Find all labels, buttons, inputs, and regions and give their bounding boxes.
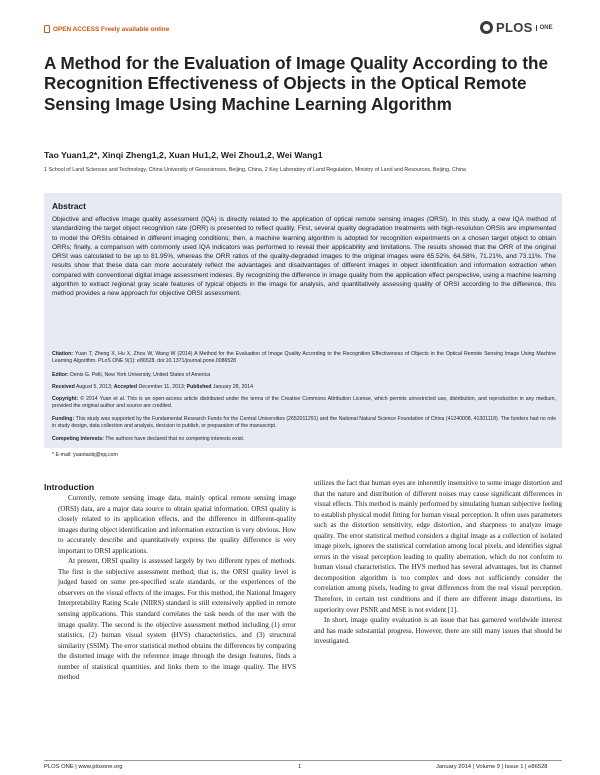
plos-logo-icon xyxy=(480,21,493,34)
abstract-text: Objective and effective image quality assessment (IQA) is directly related to the application of optical remote sensing images (ORSI). In this study, a new IQA method of standardizing the target object recognition rate (ORR) is presented to reflect quality. First, several quality degradation treatments with high-resolution ORSIs are implemented to model the ORSIs obtained in different imaging conditions; then, a machine learning algorithm is adopted for recognition experiments on a chosen target object to obtain ORRs; finally, a comparison with commonly used IQA indicators was performed to reveal their applicability and limitations. The results showed that the ORR of the original ORSI was calculated to be up to 81.95%, whereas the ORR ratios of the quality-degraded images to the original images were 65.52%, 64.58%, 71.21%, and 73.11%. The results show that these data can more accurately reflect the advantages and disadvantages of different images in object identification and information extraction when compared with conventional digital image assessment indexes. By recognizing the difference in image quality from the application effect perspective, using a machine learning algorithm to extract regional gray scale features of typical objects in the image for analysis, and quantitatively assessing quality of ORSI according to the difference, this method provides a new approach for objective ORSI assessment. xyxy=(52,216,556,298)
competing-interests: Competing Interests: The authors have declared that no competing interests exist. xyxy=(52,436,245,442)
left-column xyxy=(58,493,296,683)
footer-journal: PLOS ONE | www.plosone.org xyxy=(44,764,123,770)
intro-paragraph-3: utilizes the fact that human eyes are inherently insensitive to some image distortion and that the nature and distribution of different noises may cause significant differences in visual effects. This method is mainly performed by simulating human subjective feeling to establish physical model fitting for human visual perception. It often uses parameters such as the distortion sensitivity, edge distortion, and sharpness to analyze image quality. The error statistical method considers a digital image as a collection of isolated image pixels, ignores the statistical correlation among local pixels, and identifies signal errors in the visual perception leading to quality aberration, which do not conform to human visual characteristics. The HVS method has several advantages, but its channel decomposition algorithm is too complex and does not sufficiently consider the correlation among pixels, leading to great differences from the real visual perception. Therefore, in certain test conditions and if there are different image distortions, its superiority over PSNR and MSE is not evident [1]. xyxy=(314,479,562,614)
funding: Funding: This study was supported by the Fundamental Research Funds for the Central Universities (2652011291) and the National Natural Science Foundation of China (41240008, 41301118). The funders had no role in study design, data collection and analysis, decision to publish, or preparation of the manuscript. xyxy=(52,416,556,430)
affiliations: 1 School of Land Sciences and Technology, China University of Geosciences, Beijing, China, 2 Key Laboratory of Land Regulation, Ministry of Land and Resources, Beijing, China xyxy=(44,167,466,173)
page-number: 1 xyxy=(298,764,302,770)
dates: Received August 5, 2013; Accepted December 11, 2013; Published January 28, 2014 xyxy=(52,384,253,390)
open-lock-icon xyxy=(44,25,50,33)
journal-logo-word: PLOS xyxy=(496,20,533,35)
intro-paragraph-1: Currently, remote sensing image data, mainly optical remote sensing image (ORSI) data, are a major data source to obtain spatial information. ORSI quality is closely related to its application effects, and the difference in different-quality images during object identification and information extraction is very obvious. How to accurately describe and quantitatively express the quality difference is very important to ORSI applications. xyxy=(58,494,296,555)
abstract-heading: Abstract xyxy=(52,201,86,211)
author-list: Tao Yuan1,2*, Xinqi Zheng1,2, Xuan Hu1,2, Wei Zhou1,2, Wei Wang1 xyxy=(44,150,323,160)
editor: Editor: Denis G. Pelli, New York University, United States of America xyxy=(52,372,211,378)
open-access-label xyxy=(44,25,169,33)
introduction-heading: Introduction xyxy=(44,482,95,492)
citation: Citation: Yuan T, Zheng X, Hu X, Zhou W, Wang W (2014) A Method for the Evaluation of Image Quality According to the Recognition Effectiveness of Objects in the Optical Remote Sensing Image Using Machine Learning Algorithm. PLoS ONE 9(1): e86528. doi:10.1371/journal.pone.0086528 xyxy=(52,351,556,365)
footer-issue: January 2014 | Volume 9 | Issue 1 | e86528 xyxy=(436,764,548,770)
open-access-text: OPEN ACCESS Freely available online xyxy=(53,25,170,33)
right-column xyxy=(314,478,562,647)
journal-logo-sub: ONE xyxy=(536,25,553,31)
footer-rule xyxy=(44,760,562,761)
article-title: A Method for the Evaluation of Image Quality According to the Recognition Effectiveness of Objects in the Optical Remote Sensing Image Using Machine Learning Algorithm xyxy=(44,54,548,114)
copyright: Copyright: © 2014 Yuan et al. This is an open-access article distributed under the terms of the Creative Commons Attribution License, which permits unrestricted use, distribution, and reproduction in any medium, provided the original author and source are credited. xyxy=(52,396,556,410)
intro-paragraph-4: In short, image quality evaluation is an issue that has garnered worldwide interest and has made substantial progress. However, there are still many issues that should be investigated. xyxy=(314,616,562,646)
email: * E-mail: yuantaobj@qq.com xyxy=(52,452,118,458)
journal-logo xyxy=(480,20,553,35)
intro-paragraph-2: At present, ORSI quality is assessed largely by two different types of methods. The first is the subjective assessment method; that is, the ORSI quality level is judged based on some pre-specified scale standards, or the experiences of the observers on the visual effects of the images. For this method, the National Imagery Interpretability Rating Scale (NIIRS) standard is still extensively applied in remote sensing applications. This standard correlates the task needs of the user with the image quality. The second is the objective assessment method including (1) error statistics, (2) human visual system (HVS) characteristics, and (3) structural similarity (SSIM). The error statistical method obtains the differences by comparing the distorted image with the reference image through the design features, finds a number of statistical quantities, and links them to the image quality. The HVS method xyxy=(58,557,296,682)
